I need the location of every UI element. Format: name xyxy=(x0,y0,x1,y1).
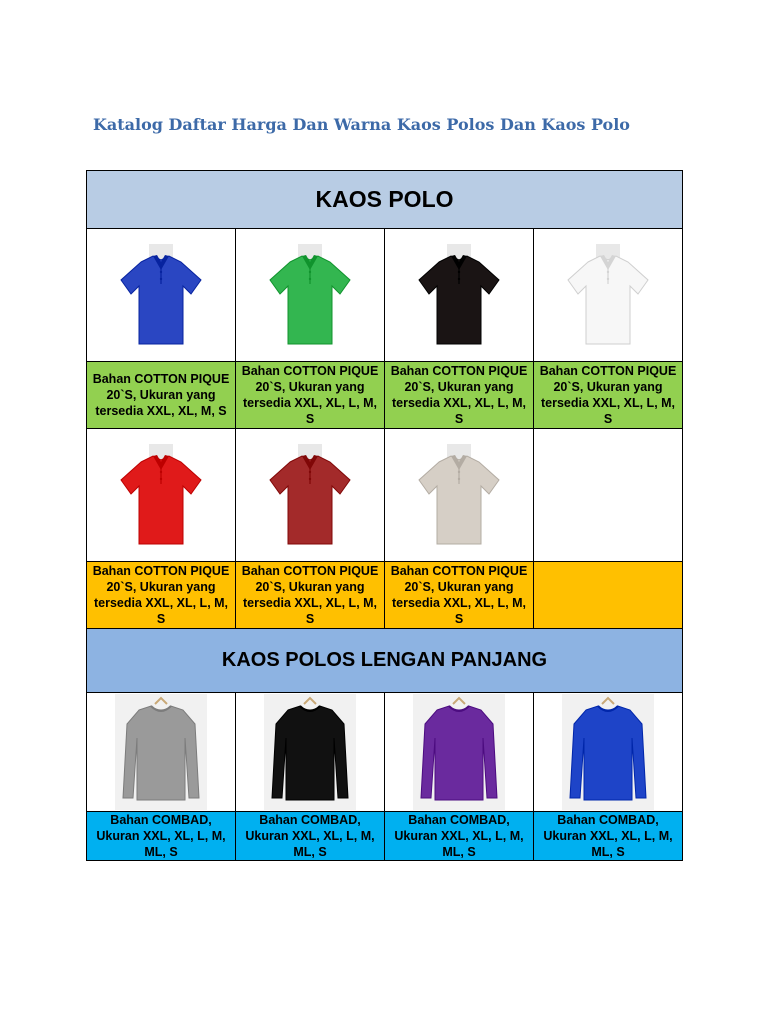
section-heading-lengan-panjang: KAOS POLOS LENGAN PANJANG xyxy=(87,629,683,693)
product-caption: Bahan COTTON PIQUE 20`S, Ukuran yang tersedia XXL, XL, L, M, S xyxy=(236,562,385,629)
empty-cell xyxy=(534,429,683,562)
catalog-table xyxy=(86,170,683,861)
product-cell xyxy=(236,693,385,812)
product-cell xyxy=(534,693,683,812)
product-caption: Bahan COTTON PIQUE 20`S, Ukuran yang tersedia XXL, XL, M, S xyxy=(87,362,236,429)
product-caption: Bahan COMBAD, Ukuran XXL, XL, L, M, ML, S xyxy=(534,812,683,861)
product-caption: Bahan COTTON PIQUE 20`S, Ukuran yang tersedia XXL, XL, L, M, S xyxy=(385,562,534,629)
product-cell xyxy=(385,429,534,562)
product-caption: Bahan COMBAD, Ukuran XXL, XL, L, M, ML, S xyxy=(236,812,385,861)
product-cell xyxy=(385,229,534,362)
product-cell xyxy=(87,429,236,562)
product-caption-row xyxy=(87,812,683,861)
black-longsleeve-shirt-image xyxy=(264,694,356,810)
product-cell xyxy=(87,693,236,812)
product-caption: Bahan COTTON PIQUE 20`S, Ukuran yang tersedia XXL, XL, L, M, S xyxy=(87,562,236,629)
product-caption: Bahan COTTON PIQUE 20`S, Ukuran yang tersedia XXL, XL, L, M, S xyxy=(534,362,683,429)
blue-polo-shirt-image xyxy=(111,240,211,350)
product-image-row xyxy=(87,229,683,362)
black-polo-shirt-image xyxy=(409,240,509,350)
product-cell xyxy=(534,229,683,362)
maroon-polo-shirt-image xyxy=(260,440,360,550)
product-cell xyxy=(87,229,236,362)
product-image-row xyxy=(87,693,683,812)
product-cell xyxy=(385,693,534,812)
product-caption: Bahan COMBAD, Ukuran XXL, XL, L, M, ML, S xyxy=(87,812,236,861)
product-caption: Bahan COTTON PIQUE 20`S, Ukuran yang tersedia XXL, XL, L, M, S xyxy=(236,362,385,429)
product-caption: Bahan COTTON PIQUE 20`S, Ukuran yang tersedia XXL, XL, L, M, S xyxy=(385,362,534,429)
purple-longsleeve-shirt-image xyxy=(413,694,505,810)
empty-caption xyxy=(534,562,683,629)
product-caption: Bahan COMBAD, Ukuran XXL, XL, L, M, ML, S xyxy=(385,812,534,861)
red-polo-shirt-image xyxy=(111,440,211,550)
beige-polo-shirt-image xyxy=(409,440,509,550)
product-image-row xyxy=(87,429,683,562)
product-cell xyxy=(236,229,385,362)
grey-longsleeve-shirt-image xyxy=(115,694,207,810)
product-cell xyxy=(236,429,385,562)
blue-longsleeve-shirt-image xyxy=(562,694,654,810)
section-heading-kaos-polo: KAOS POLO xyxy=(87,171,683,229)
product-caption-row xyxy=(87,362,683,429)
catalog-title: Katalog Daftar Harga Dan Warna Kaos Polos Dan Kaos Polo xyxy=(93,115,630,134)
green-polo-shirt-image xyxy=(260,240,360,350)
white-polo-shirt-image xyxy=(558,240,658,350)
product-caption-row xyxy=(87,562,683,629)
